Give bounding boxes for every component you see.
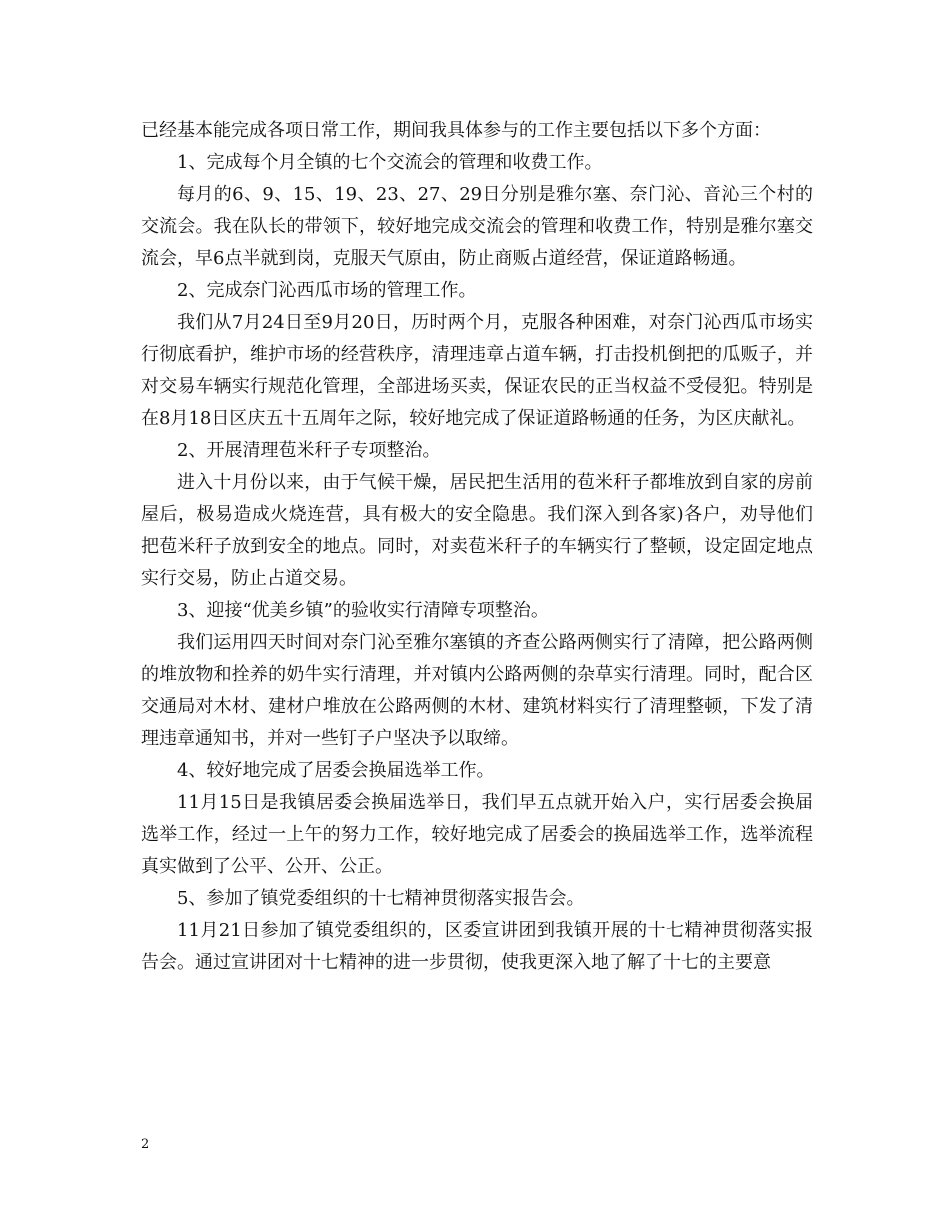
page-number: 2 (141, 1137, 150, 1152)
paragraph-report-meeting: 11月21日参加了镇党委组织的，区委宣讲团到我镇开展的十七精神贯彻落实报告会。通过宣讲团对十七精神的进一步贯彻，使我更深入地了解了十七的主要意 (141, 920, 813, 973)
paragraph-corn-stalks: 进入十月份以来，由于气候干燥，居民把生活用的苞米秆子都堆放到自家的房前屋后，极易造成火烧连营，具有极大的安全隐患。我们深入到各家)各户，劝导他们把苞米秆子放到安全的地点。同时，对卖苞米秆子的车辆实行了整顿，设定固定地点实行交易，防止占道交易。 (141, 472, 813, 589)
paragraph-election: 11月15日是我镇居委会换届选举日，我们早五点就开始入户，实行居委会换届选举工作，经过一上午的努力工作，较好地完成了居委会的换届选举工作，选举流程真实做到了公平、公开、公正。 (141, 792, 813, 877)
heading-item-3: 3、迎接“优美乡镇”的验收实行清障专项整治。 (177, 600, 549, 621)
paragraph-exchange-meetings: 每月的6、9、15、19、23、27、29日分别是雅尔塞、奈门沁、音沁三个村的交流会。我在队长的带领下，较好地完成交流会的管理和收费工作，特别是雅尔塞交流会，早6点半就到岗，克服天气原由，防止商贩占道经营，保证道路畅通。 (141, 184, 813, 269)
paragraph-watermelon-market: 我们从7月24日至9月20日，历时两个月，克服各种困难，对奈门沁西瓜市场实行彻底看护，维护市场的经营秩序，清理违章占道车辆，打击投机倒把的瓜贩子，并对交易车辆实行规范化管理，全部进场买卖，保证农民的正当权益不受侵犯。特别是在8月18日区庆五十五周年之际，较好地完成了保证道路畅通的任务，为区庆献礼。 (141, 312, 813, 429)
heading-item-1: 1、完成每个月全镇的七个交流会的管理和收费工作。 (177, 152, 603, 173)
heading-item-5: 5、参加了镇党委组织的十七精神贯彻落实报告会。 (177, 888, 585, 909)
heading-item-2-watermelon-market: 2、完成奈门沁西瓜市场的管理工作。 (177, 280, 477, 301)
heading-item-2-corn-stalks: 2、开展清理苞米秆子专项整治。 (177, 440, 441, 461)
heading-item-4: 4、较好地完成了居委会换届选举工作。 (177, 760, 495, 781)
paragraph-road-clearance: 我们运用四天时间对奈门沁至雅尔塞镇的齐查公路两侧实行了清障，把公路两侧的堆放物和拴养的奶牛实行清理，并对镇内公路两侧的杂草实行清理。同时，配合区交通局对木材、建材户堆放在公路两侧的木材、建筑材料实行了清理整顿，下发了清理违章通知书，并对一些钉子户坚决予以取缔。 (141, 632, 813, 749)
page-content (141, 115, 813, 979)
paragraph-continuation: 已经基本能完成各项日常工作，期间我具体参与的工作主要包括以下多个方面： (141, 120, 771, 141)
